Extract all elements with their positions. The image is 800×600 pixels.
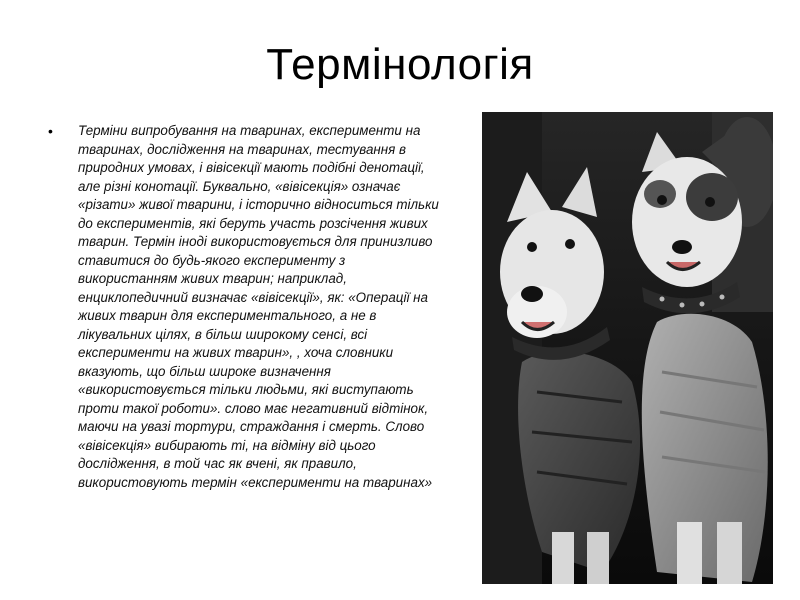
bullet-item bbox=[48, 122, 448, 492]
slide-body bbox=[48, 122, 448, 492]
bullet-text: Терміни випробування на тваринах, експерименти на тваринах, дослідження на тваринах, тестування в природних умовах, і вівісекції мають подібні денотації, але різні конотації. Буквально, «вівісекція» означає «різати» живої тварини, і історично відноситься тільки до експериментів, які беруть участь розсічення живих тварин. Термін іноді використовується для принизливо ставитися до будь-якого експерименту з використанням живих тварин; наприклад, енциклопедичний визначає «вівісекції», як: «Операції на живих тварин для експериментального, а не в лікувальних цілях, в більш широкому сенсі, всі експерименти на живих тварин», , хоча словники вказують, що більш широке визначення «використовується тільки людьми, які виступають проти такої роботи». слово має негативний відтінок, маючи на увазі тортури, страждання і смерть. Слово «вівісекція» вибирають ті, на відміну від цього дослідження, в той час як вчені, як правило, використовують термін «експерименти на тваринах» bbox=[78, 123, 439, 490]
slide-title: Термінологія bbox=[266, 40, 534, 89]
dogs-photo bbox=[482, 112, 773, 584]
bullet-icon: • bbox=[48, 123, 53, 139]
dogs-photo-illustration bbox=[482, 112, 773, 584]
